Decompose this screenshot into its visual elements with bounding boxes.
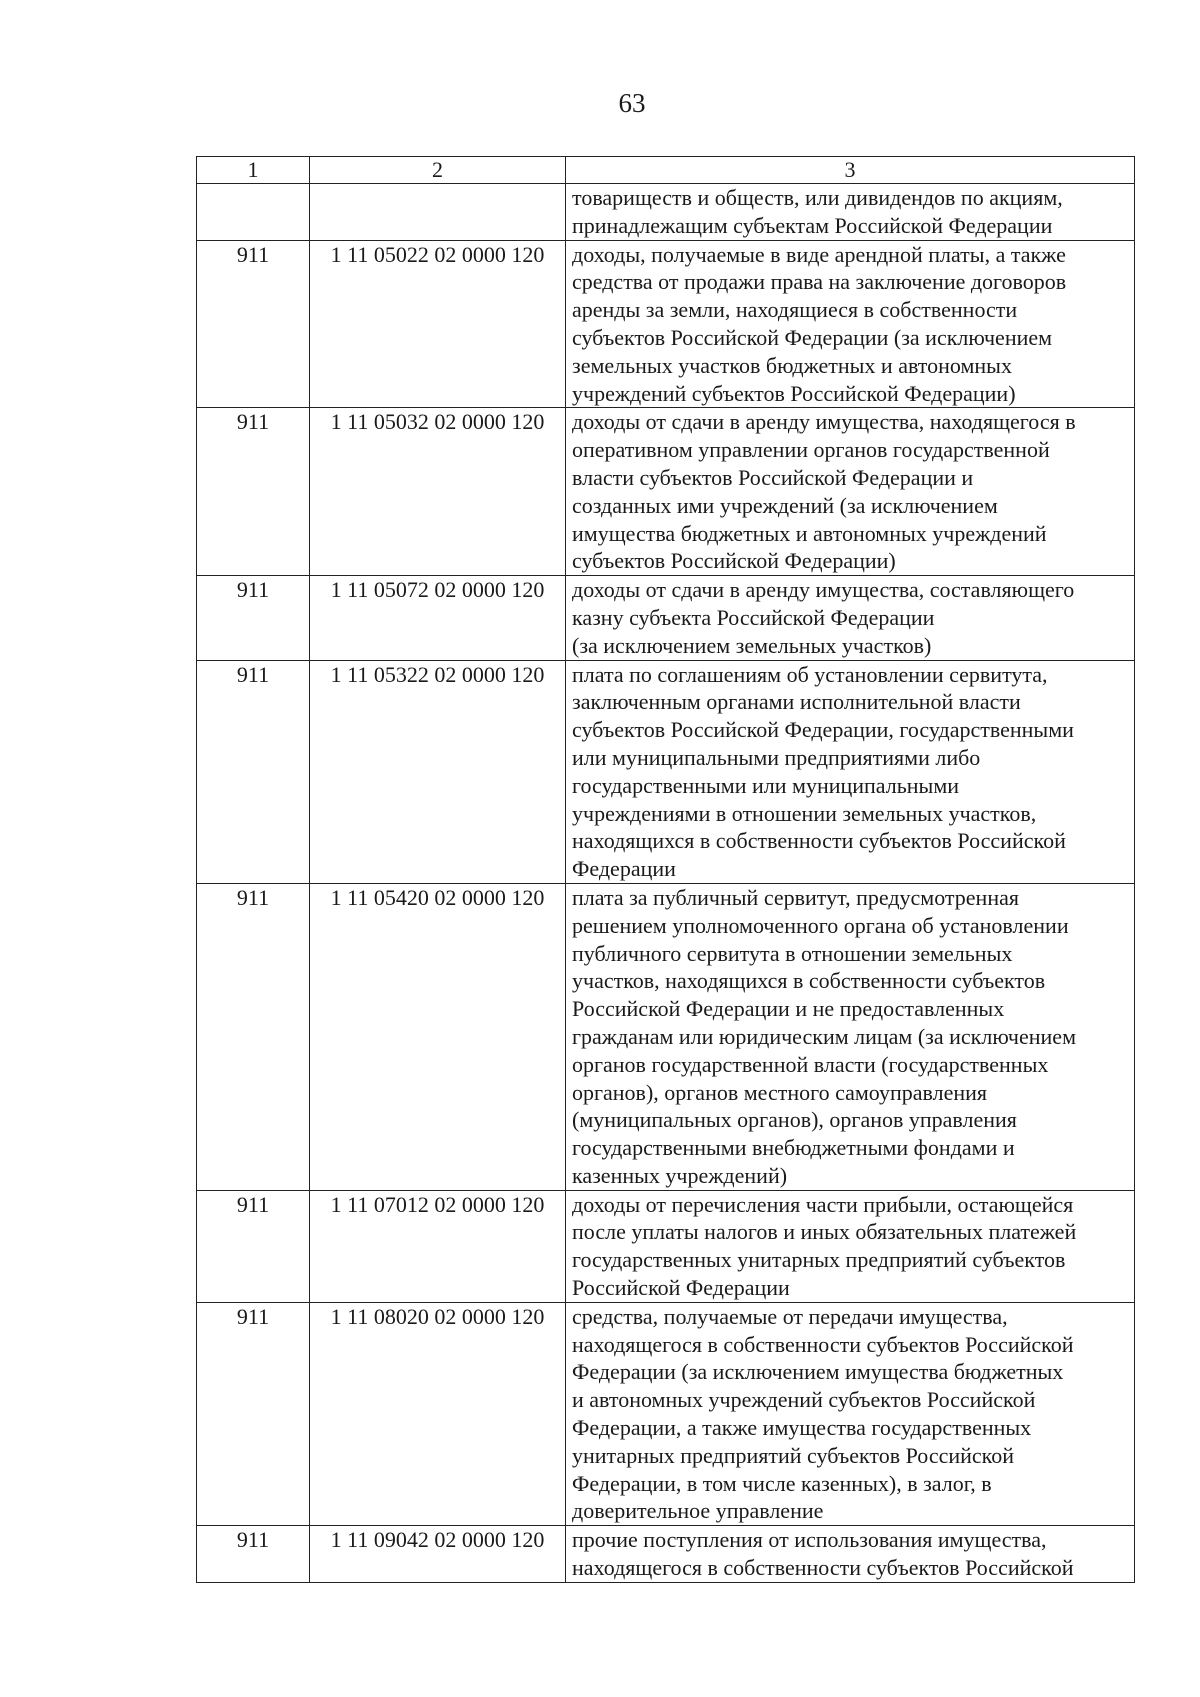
revenue-codes-table: [196, 156, 1135, 1583]
description-line: средства, получаемые от передачи имущества,: [572, 1303, 1008, 1329]
revenue-code-cell: 1 11 07012 02 0000 120: [310, 1190, 566, 1302]
description-line: субъектов Российской Федерации): [572, 548, 896, 574]
description-line: унитарных предприятий субъектов Российской: [572, 1442, 1015, 1468]
description-line: казенных учреждений): [572, 1162, 788, 1188]
description-line: казну субъекта Российской Федерации: [572, 604, 935, 630]
description-line: доверительное управление: [572, 1498, 824, 1524]
column-header-3: 3: [566, 157, 1135, 184]
table-row: [197, 240, 1135, 408]
revenue-code-cell: 1 11 05032 02 0000 120: [310, 408, 566, 576]
description-line: государственными или муниципальными: [572, 772, 960, 798]
description-line: Российской Федерации: [572, 1275, 790, 1301]
description-line: или муниципальными предприятиями либо: [572, 744, 981, 770]
revenue-description-cell: [566, 1302, 1135, 1525]
description-line: субъектов Российской Федерации (за исключением: [572, 324, 1053, 350]
description-line: власти субъектов Российской Федерации и: [572, 464, 974, 490]
table-row: [197, 883, 1135, 1190]
description-line: после уплаты налогов и иных обязательных платежей: [572, 1219, 1077, 1245]
description-line: принадлежащим субъектам Российской Федерации: [572, 212, 1053, 238]
description-line: плата за публичный сервитут, предусмотренная: [572, 884, 1019, 910]
administrator-code-cell: [197, 184, 310, 241]
description-line: гражданам или юридическим лицам (за исключением: [572, 1023, 1076, 1049]
description-line: субъектов Российской Федерации, государственными: [572, 717, 1074, 743]
description-line: доходы, получаемые в виде арендной платы, а также: [572, 241, 1066, 267]
description-line: участков, находящихся в собственности субъектов: [572, 968, 1046, 994]
description-line: плата по соглашениям об установлении сервитута,: [572, 661, 1048, 687]
description-line: Российской Федерации и не предоставленных: [572, 996, 1005, 1022]
description-line: органов государственной власти (государственных: [572, 1051, 1049, 1077]
revenue-code-cell: 1 11 05072 02 0000 120: [310, 576, 566, 660]
description-line: и автономных учреждений субъектов Российской: [572, 1387, 1036, 1413]
revenue-description-cell: [566, 1190, 1135, 1302]
description-line: товариществ и обществ, или дивидендов по акциям,: [572, 185, 1063, 210]
revenue-description-cell: [566, 184, 1135, 241]
revenue-description-cell: [566, 1526, 1135, 1583]
revenue-code-cell: 1 11 09042 02 0000 120: [310, 1526, 566, 1583]
description-line: Федерации (за исключением имущества бюджетных: [572, 1359, 1064, 1385]
administrator-code-cell: 911: [197, 240, 310, 408]
revenue-code-cell: 1 11 05022 02 0000 120: [310, 240, 566, 408]
description-line: средства от продажи права на заключение договоров: [572, 269, 1067, 295]
description-line: публичного сервитута в отношении земельных: [572, 940, 1013, 966]
page-number: 63: [618, 88, 646, 118]
description-line: учреждений субъектов Российской Федерации): [572, 380, 1016, 406]
description-line: доходы от сдачи в аренду имущества, находящегося в: [572, 409, 1076, 435]
table-body: [197, 157, 1135, 1583]
table-header-row: [197, 157, 1135, 184]
revenue-code-cell: [310, 184, 566, 241]
description-line: находящегося в собственности субъектов Российской: [572, 1331, 1074, 1357]
table-row: [197, 576, 1135, 660]
table-row: [197, 1190, 1135, 1302]
revenue-description-cell: [566, 240, 1135, 408]
revenue-description-cell: [566, 576, 1135, 660]
administrator-code-cell: 911: [197, 660, 310, 883]
description-line: (за исключением земельных участков): [572, 632, 932, 658]
description-line: оперативном управлении органов государственной: [572, 437, 1050, 463]
administrator-code-cell: 911: [197, 1526, 310, 1583]
revenue-description-cell: [566, 883, 1135, 1190]
revenue-code-cell: 1 11 08020 02 0000 120: [310, 1302, 566, 1525]
description-line: учреждениями в отношении земельных участков,: [572, 800, 1037, 826]
description-line: решением уполномоченного органа об установлении: [572, 912, 1069, 938]
description-line: органов), органов местного самоуправления: [572, 1079, 988, 1105]
description-line: Федерации, а также имущества государственных: [572, 1415, 1032, 1441]
description-line: доходы от сдачи в аренду имущества, составляющего: [572, 577, 1075, 603]
administrator-code-cell: 911: [197, 408, 310, 576]
description-line: прочие поступления от использования имущества,: [572, 1527, 1047, 1553]
description-line: Федерации, в том числе казенных), в залог, в: [572, 1470, 992, 1496]
administrator-code-cell: 911: [197, 883, 310, 1190]
description-line: созданных ими учреждений (за исключением: [572, 492, 998, 518]
description-line: (муниципальных органов), органов управления: [572, 1107, 1017, 1133]
administrator-code-cell: 911: [197, 1190, 310, 1302]
column-header-1: 1: [197, 157, 310, 184]
revenue-code-cell: 1 11 05322 02 0000 120: [310, 660, 566, 883]
column-header-2: 2: [310, 157, 566, 184]
administrator-code-cell: 911: [197, 576, 310, 660]
description-line: земельных участков бюджетных и автономных: [572, 352, 1012, 378]
description-line: находящихся в собственности субъектов Российской: [572, 828, 1066, 854]
description-line: Федерации: [572, 856, 676, 882]
description-line: государственных унитарных предприятий субъектов: [572, 1247, 1066, 1273]
revenue-description-cell: [566, 660, 1135, 883]
description-line: находящегося в собственности субъектов Российской: [572, 1555, 1074, 1581]
table-row: [197, 1302, 1135, 1525]
table-row: [197, 1526, 1135, 1583]
administrator-code-cell: 911: [197, 1302, 310, 1525]
description-line: заключенным органами исполнительной власти: [572, 689, 1021, 715]
table-row: [197, 184, 1135, 241]
revenue-description-cell: [566, 408, 1135, 576]
description-line: доходы от перечисления части прибыли, остающейся: [572, 1191, 1074, 1217]
description-line: аренды за земли, находящиеся в собственности: [572, 297, 1018, 323]
description-line: имущества бюджетных и автономных учреждений: [572, 520, 1047, 546]
revenue-code-cell: 1 11 05420 02 0000 120: [310, 883, 566, 1190]
table-row: [197, 408, 1135, 576]
description-line: государственными внебюджетными фондами и: [572, 1135, 1015, 1161]
table-row: [197, 660, 1135, 883]
